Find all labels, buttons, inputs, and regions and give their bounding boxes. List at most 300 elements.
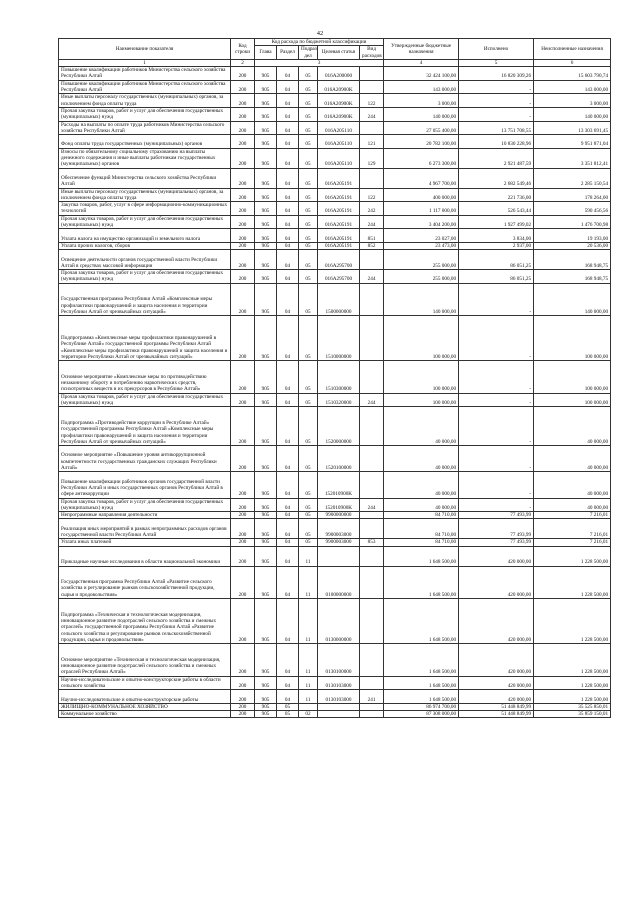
row-unexecuted: 13 303 691,45 xyxy=(534,121,611,135)
table-row xyxy=(59,229,611,243)
row-executed: 86 051,25 xyxy=(459,270,534,284)
row-approved: 86 974 700,00 xyxy=(384,703,459,710)
row-approved: 6 273 300,00 xyxy=(384,148,459,168)
row-target-article: 152010900K xyxy=(318,472,360,498)
row-code: 200 xyxy=(231,188,255,202)
row-name: Коммунальное хозяйство xyxy=(59,711,231,718)
header-razdel: Раздел xyxy=(277,46,299,60)
row-code: 200 xyxy=(231,703,255,710)
row-razdel: 04 xyxy=(277,270,299,284)
row-podrazdel: 05 xyxy=(299,229,318,243)
row-unexecuted: 35 525 850,01 xyxy=(534,703,611,710)
row-name: Уплата налога на имущество организаций и земельного налога xyxy=(59,229,231,243)
row-unexecuted: 100 000,00 xyxy=(534,316,611,361)
row-target-article: 016A205110 xyxy=(318,135,360,149)
table-row xyxy=(59,512,611,519)
row-target-article: 0100000000 xyxy=(318,566,360,599)
row-approved: 140 000,00 xyxy=(384,107,459,121)
row-podrazdel: 05 xyxy=(299,250,318,270)
row-code: 200 xyxy=(231,242,255,249)
table-row xyxy=(59,94,611,108)
table-row xyxy=(59,690,611,704)
row-podrazdel: 05 xyxy=(299,283,318,316)
row-glava: 905 xyxy=(255,676,277,690)
row-target-article: 016A295700 xyxy=(318,270,360,284)
row-expense-type xyxy=(360,283,384,316)
table-body xyxy=(59,67,611,718)
row-razdel: 04 xyxy=(277,148,299,168)
column-number: 1 xyxy=(59,59,231,66)
row-expense-type xyxy=(360,711,384,718)
row-code: 200 xyxy=(231,229,255,243)
row-razdel: 04 xyxy=(277,135,299,149)
row-unexecuted: 3 000,00 xyxy=(534,94,611,108)
row-approved: 32 424 100,00 xyxy=(384,67,459,81)
row-approved: 23 473,00 xyxy=(384,242,459,249)
header-podrazdel: Подраз дел xyxy=(299,46,318,60)
row-unexecuted: 2 285 150,54 xyxy=(534,168,611,188)
row-glava: 905 xyxy=(255,393,277,407)
row-code: 200 xyxy=(231,202,255,216)
table-row xyxy=(59,361,611,394)
header-unexecuted: Неисполненные назначения xyxy=(534,39,611,60)
row-code: 200 xyxy=(231,107,255,121)
row-executed: 10 830 228,96 xyxy=(459,135,534,149)
row-target-article: 1520100000 xyxy=(318,446,360,472)
row-expense-type: 244 xyxy=(360,107,384,121)
row-target-article xyxy=(318,703,360,710)
row-unexecuted: 1 228 500,00 xyxy=(534,644,611,677)
row-code: 200 xyxy=(231,168,255,188)
row-expense-type xyxy=(360,121,384,135)
header-budget-classification: Код расхода по бюджетной классификации xyxy=(255,39,384,46)
row-code: 200 xyxy=(231,393,255,407)
row-name: Взносы по обязательному социальному страхованию на выплаты денежного содержания и иные выплаты работникам государственных (муниципальных) органов xyxy=(59,148,231,168)
table-row xyxy=(59,546,611,566)
row-target-article: 016A20900K xyxy=(318,94,360,108)
row-executed: - xyxy=(459,472,534,498)
row-expense-type: 853 xyxy=(360,539,384,546)
column-number: 6 xyxy=(534,59,611,66)
row-name: Прикладные научные исследования в области национальной экономики xyxy=(59,546,231,566)
row-executed: 526 543,44 xyxy=(459,202,534,216)
row-target-article: 016A205191 xyxy=(318,202,360,216)
row-unexecuted: 1 228 500,00 xyxy=(534,690,611,704)
row-podrazdel: 11 xyxy=(299,644,318,677)
row-target-article: 9900003000 xyxy=(318,519,360,539)
row-code: 200 xyxy=(231,361,255,394)
row-approved: 23 027,00 xyxy=(384,229,459,243)
row-podrazdel: 05 xyxy=(299,446,318,472)
table-row xyxy=(59,250,611,270)
row-approved: 100 000,00 xyxy=(384,361,459,394)
row-code: 200 xyxy=(231,283,255,316)
row-approved: 40 000,00 xyxy=(384,498,459,512)
row-approved: 84 710,00 xyxy=(384,539,459,546)
row-approved: 1 117 000,00 xyxy=(384,202,459,216)
row-glava: 905 xyxy=(255,407,277,446)
row-target-article xyxy=(318,546,360,566)
row-executed: 86 051,25 xyxy=(459,250,534,270)
row-name: Научно-исследовательские и опытно-конструкторские работы в области сельского хозяйства xyxy=(59,676,231,690)
row-razdel: 04 xyxy=(277,546,299,566)
column-number: 5 xyxy=(459,59,534,66)
row-razdel: 04 xyxy=(277,498,299,512)
row-target-article: 016A20900K xyxy=(318,80,360,94)
row-target-article: 016A205191 xyxy=(318,188,360,202)
column-number: 4 xyxy=(384,59,459,66)
row-code: 200 xyxy=(231,566,255,599)
row-razdel: 05 xyxy=(277,711,299,718)
row-podrazdel: 05 xyxy=(299,135,318,149)
row-podrazdel: 05 xyxy=(299,539,318,546)
row-glava: 905 xyxy=(255,188,277,202)
row-code: 200 xyxy=(231,644,255,677)
table-row xyxy=(59,498,611,512)
row-expense-type xyxy=(360,316,384,361)
row-target-article: 0130103000 xyxy=(318,676,360,690)
table-row xyxy=(59,711,611,718)
row-executed: - xyxy=(459,361,534,394)
header-expense-type: Вид расходов xyxy=(360,46,384,60)
row-target-article: 1510000000 xyxy=(318,316,360,361)
row-name: Обеспечение функций Министерства сельского хозяйства Республики Алтай xyxy=(59,168,231,188)
row-glava: 905 xyxy=(255,711,277,718)
row-target-article: 016A205191 xyxy=(318,229,360,243)
row-unexecuted: 1 228 500,00 xyxy=(534,546,611,566)
table-row xyxy=(59,599,611,644)
row-approved: 1 648 500,00 xyxy=(384,676,459,690)
row-approved: 40 000,00 xyxy=(384,472,459,498)
table-row xyxy=(59,539,611,546)
row-executed: - xyxy=(459,80,534,94)
row-razdel: 04 xyxy=(277,229,299,243)
row-executed: 2 937,00 xyxy=(459,242,534,249)
table-row xyxy=(59,676,611,690)
row-expense-type: 851 xyxy=(360,229,384,243)
header-glava: Глава xyxy=(255,46,277,60)
row-expense-type: 121 xyxy=(360,135,384,149)
table-row xyxy=(59,107,611,121)
row-executed: - xyxy=(459,498,534,512)
row-approved: 1 648 500,00 xyxy=(384,566,459,599)
row-razdel: 04 xyxy=(277,512,299,519)
row-razdel: 04 xyxy=(277,393,299,407)
row-approved: 140 000,00 xyxy=(384,283,459,316)
row-executed: - xyxy=(459,316,534,361)
row-code: 200 xyxy=(231,539,255,546)
table-row xyxy=(59,407,611,446)
row-razdel: 04 xyxy=(277,361,299,394)
table-row xyxy=(59,644,611,677)
row-glava: 905 xyxy=(255,94,277,108)
row-expense-type xyxy=(360,599,384,644)
row-unexecuted: 20 536,00 xyxy=(534,242,611,249)
row-target-article: 0130000000 xyxy=(318,599,360,644)
table-row xyxy=(59,316,611,361)
row-glava: 905 xyxy=(255,690,277,704)
row-target-article: 016A295700 xyxy=(318,250,360,270)
row-glava: 905 xyxy=(255,644,277,677)
row-unexecuted: 7 216,01 xyxy=(534,512,611,519)
row-code: 200 xyxy=(231,215,255,229)
table-row xyxy=(59,215,611,229)
row-executed: - xyxy=(459,446,534,472)
row-expense-type: 244 xyxy=(360,215,384,229)
column-number: 3 xyxy=(255,59,384,66)
header-approved: Утвержденные бюджетные назначения xyxy=(384,39,459,60)
row-razdel: 04 xyxy=(277,472,299,498)
row-approved: 3 000,00 xyxy=(384,94,459,108)
table-row xyxy=(59,80,611,94)
row-expense-type: 242 xyxy=(360,202,384,216)
row-executed: 420 000,00 xyxy=(459,690,534,704)
row-expense-type xyxy=(360,361,384,394)
row-code: 200 xyxy=(231,67,255,81)
row-unexecuted: 140 000,00 xyxy=(534,107,611,121)
row-executed: 420 000,00 xyxy=(459,644,534,677)
row-unexecuted: 1 228 500,00 xyxy=(534,566,611,599)
row-code: 200 xyxy=(231,711,255,718)
row-razdel: 04 xyxy=(277,202,299,216)
table-row xyxy=(59,148,611,168)
table-row xyxy=(59,270,611,284)
row-razdel: 04 xyxy=(277,94,299,108)
row-razdel: 04 xyxy=(277,690,299,704)
row-unexecuted: 1 228 500,00 xyxy=(534,676,611,690)
row-name: Освещение деятельности органов государственной власти Республики Алтай в средствах массовой информации xyxy=(59,250,231,270)
row-podrazdel: 05 xyxy=(299,498,318,512)
row-glava: 905 xyxy=(255,80,277,94)
row-glava: 905 xyxy=(255,566,277,599)
row-unexecuted: 1 228 500,00 xyxy=(534,599,611,644)
row-expense-type xyxy=(360,67,384,81)
table-row xyxy=(59,283,611,316)
row-executed: - xyxy=(459,407,534,446)
row-executed: 77 493,99 xyxy=(459,512,534,519)
row-code: 200 xyxy=(231,135,255,149)
row-executed: 420 000,00 xyxy=(459,676,534,690)
table-row xyxy=(59,393,611,407)
row-approved: 4 967 700,00 xyxy=(384,168,459,188)
row-name: Непрограммные направления деятельности xyxy=(59,512,231,519)
row-glava: 905 xyxy=(255,270,277,284)
row-approved: 84 710,00 xyxy=(384,519,459,539)
row-glava: 905 xyxy=(255,539,277,546)
row-expense-type: 244 xyxy=(360,270,384,284)
row-name: Повышение квалификации работников органов государственной власти Республики Алтай и иных государственных органов Республики Алтай в сфере антикоррупции xyxy=(59,472,231,498)
row-podrazdel: 05 xyxy=(299,80,318,94)
row-razdel: 04 xyxy=(277,168,299,188)
row-podrazdel: 05 xyxy=(299,202,318,216)
row-expense-type: 122 xyxy=(360,94,384,108)
row-code: 200 xyxy=(231,80,255,94)
row-razdel: 04 xyxy=(277,80,299,94)
row-name: Фонд оплаты труда государственных (муниципальных) органов xyxy=(59,135,231,149)
header-name: Наименование показателя xyxy=(59,39,231,60)
row-executed: 2 921 487,59 xyxy=(459,148,534,168)
row-expense-type xyxy=(360,407,384,446)
row-razdel: 04 xyxy=(277,599,299,644)
row-glava: 905 xyxy=(255,472,277,498)
row-podrazdel: 05 xyxy=(299,107,318,121)
row-unexecuted: 7 216,01 xyxy=(534,539,611,546)
row-target-article: 016A205110 xyxy=(318,121,360,135)
row-unexecuted: 40 000,00 xyxy=(534,407,611,446)
row-target-article: 016A205110 xyxy=(318,148,360,168)
row-name: Прочая закупка товаров, работ и услуг для обеспечения государственных (муниципальных) нужд xyxy=(59,393,231,407)
row-glava: 905 xyxy=(255,107,277,121)
row-code: 200 xyxy=(231,316,255,361)
row-code: 200 xyxy=(231,498,255,512)
row-podrazdel: 05 xyxy=(299,168,318,188)
row-podrazdel: 11 xyxy=(299,599,318,644)
row-approved: 87 308 000,00 xyxy=(384,711,459,718)
row-executed: 51 448 849,99 xyxy=(459,711,534,718)
row-podrazdel: 05 xyxy=(299,393,318,407)
row-name: Закупка товаров, работ, услуг в сфере информационно-коммуникационных технологий xyxy=(59,202,231,216)
row-expense-type xyxy=(360,168,384,188)
row-unexecuted: 40 000,00 xyxy=(534,446,611,472)
row-expense-type: 241 xyxy=(360,690,384,704)
row-executed: 2 682 549,46 xyxy=(459,168,534,188)
row-code: 200 xyxy=(231,121,255,135)
row-razdel: 04 xyxy=(277,283,299,316)
row-target-article: 9900000000 xyxy=(318,512,360,519)
row-unexecuted: 140 000,00 xyxy=(534,283,611,316)
row-expense-type: 129 xyxy=(360,148,384,168)
row-name: Реализация иных мероприятий в рамках непрограммных расходов органов государственной власти Республики Алтай xyxy=(59,519,231,539)
row-code: 200 xyxy=(231,690,255,704)
row-approved: 20 782 100,00 xyxy=(384,135,459,149)
row-expense-type xyxy=(360,644,384,677)
row-unexecuted: 178 264,00 xyxy=(534,188,611,202)
row-glava: 905 xyxy=(255,519,277,539)
row-expense-type: 852 xyxy=(360,242,384,249)
row-podrazdel: 05 xyxy=(299,361,318,394)
row-glava: 905 xyxy=(255,599,277,644)
row-name: Государственная программа Республики Алтай «Развитие сельского хозяйства и регулирование рынков сельскохозяйственной продукции, сырья и продовольствия» xyxy=(59,566,231,599)
row-name: Уплата иных платежей xyxy=(59,539,231,546)
row-executed: - xyxy=(459,107,534,121)
row-podrazdel: 11 xyxy=(299,546,318,566)
row-name: Подпрограмма «Противодействие коррупции в Республике Алтай» государственной программы Республики Алтай «Комплексные меры профилактики правонарушений и защита населения и территории Республики Алтай от чрезвычайных ситуаций» xyxy=(59,407,231,446)
row-podrazdel: 05 xyxy=(299,188,318,202)
row-podrazdel: 02 xyxy=(299,711,318,718)
row-approved: 1 648 500,00 xyxy=(384,644,459,677)
row-name: ЖИЛИЩНО-КОММУНАЛЬНОЕ ХОЗЯЙСТВО xyxy=(59,703,231,710)
row-unexecuted: 100 000,00 xyxy=(534,393,611,407)
row-target-article: 1520000000 xyxy=(318,407,360,446)
row-approved: 255 000,00 xyxy=(384,250,459,270)
table-row xyxy=(59,519,611,539)
row-razdel: 04 xyxy=(277,644,299,677)
table-row xyxy=(59,135,611,149)
header-code-line: Код строки xyxy=(231,39,255,60)
row-unexecuted: 15 603 790,74 xyxy=(534,67,611,81)
row-glava: 905 xyxy=(255,316,277,361)
table-row xyxy=(59,202,611,216)
row-expense-type xyxy=(360,446,384,472)
row-expense-type: 122 xyxy=(360,188,384,202)
row-expense-type xyxy=(360,512,384,519)
row-expense-type: 244 xyxy=(360,393,384,407)
row-unexecuted: 143 000,00 xyxy=(534,80,611,94)
row-name: Прочая закупка товаров, работ и услуг для обеспечения государственных (муниципальных) нужд xyxy=(59,107,231,121)
row-expense-type: 244 xyxy=(360,498,384,512)
row-razdel: 04 xyxy=(277,316,299,361)
row-glava: 905 xyxy=(255,135,277,149)
row-target-article: 1510320000 xyxy=(318,393,360,407)
row-approved: 1 648 500,00 xyxy=(384,599,459,644)
row-podrazdel: 05 xyxy=(299,121,318,135)
row-glava: 905 xyxy=(255,168,277,188)
row-podrazdel: 05 xyxy=(299,242,318,249)
header-executed: Исполнено xyxy=(459,39,534,60)
row-code: 200 xyxy=(231,148,255,168)
row-expense-type xyxy=(360,703,384,710)
row-unexecuted: 168 948,75 xyxy=(534,250,611,270)
table-row xyxy=(59,242,611,249)
row-razdel: 04 xyxy=(277,188,299,202)
row-glava: 905 xyxy=(255,512,277,519)
row-glava: 905 xyxy=(255,498,277,512)
table-row xyxy=(59,472,611,498)
row-unexecuted: 19 193,00 xyxy=(534,229,611,243)
row-expense-type xyxy=(360,546,384,566)
row-glava: 905 xyxy=(255,361,277,394)
row-executed: 1 927 499,02 xyxy=(459,215,534,229)
row-expense-type xyxy=(360,250,384,270)
row-unexecuted: 3 351 812,41 xyxy=(534,148,611,168)
row-expense-type xyxy=(360,472,384,498)
row-name: Иные выплаты персоналу государственных (муниципальных) органов, за исключением фонда оплаты труда xyxy=(59,94,231,108)
row-name: Основное мероприятие «Повышение уровня антикоррупционной компетентности государственных гражданских служащих Республики Алтай» xyxy=(59,446,231,472)
row-razdel: 04 xyxy=(277,121,299,135)
row-glava: 905 xyxy=(255,148,277,168)
row-razdel: 04 xyxy=(277,107,299,121)
row-name: Прочая закупка товаров, работ и услуг для обеспечения государственных (муниципальных) нужд xyxy=(59,215,231,229)
row-name: Прочая закупка товаров, работ и услуг для обеспечения государственных (муниципальных) нужд xyxy=(59,270,231,284)
row-executed: 16 820 309,26 xyxy=(459,67,534,81)
row-glava: 905 xyxy=(255,229,277,243)
row-target-article: 016A205191 xyxy=(318,168,360,188)
row-approved: 40 000,00 xyxy=(384,407,459,446)
row-podrazdel: 05 xyxy=(299,67,318,81)
row-executed: 420 000,00 xyxy=(459,566,534,599)
row-approved: 100 000,00 xyxy=(384,316,459,361)
row-razdel: 04 xyxy=(277,250,299,270)
row-target-article: 016A20900K xyxy=(318,107,360,121)
row-glava: 905 xyxy=(255,446,277,472)
budget-execution-table xyxy=(58,38,611,718)
table-row xyxy=(59,703,611,710)
row-executed: - xyxy=(459,393,534,407)
row-podrazdel: 05 xyxy=(299,148,318,168)
row-name: Уплата прочих налогов, сборов xyxy=(59,242,231,249)
row-podrazdel: 11 xyxy=(299,690,318,704)
row-glava: 905 xyxy=(255,703,277,710)
row-podrazdel: 11 xyxy=(299,676,318,690)
row-executed: 77 493,99 xyxy=(459,539,534,546)
row-target-article: 016A205191 xyxy=(318,215,360,229)
row-razdel: 04 xyxy=(277,539,299,546)
row-code: 200 xyxy=(231,519,255,539)
row-unexecuted: 40 000,00 xyxy=(534,472,611,498)
row-podrazdel: 05 xyxy=(299,316,318,361)
row-unexecuted: 40 000,00 xyxy=(534,498,611,512)
row-approved: 1 648 500,00 xyxy=(384,546,459,566)
